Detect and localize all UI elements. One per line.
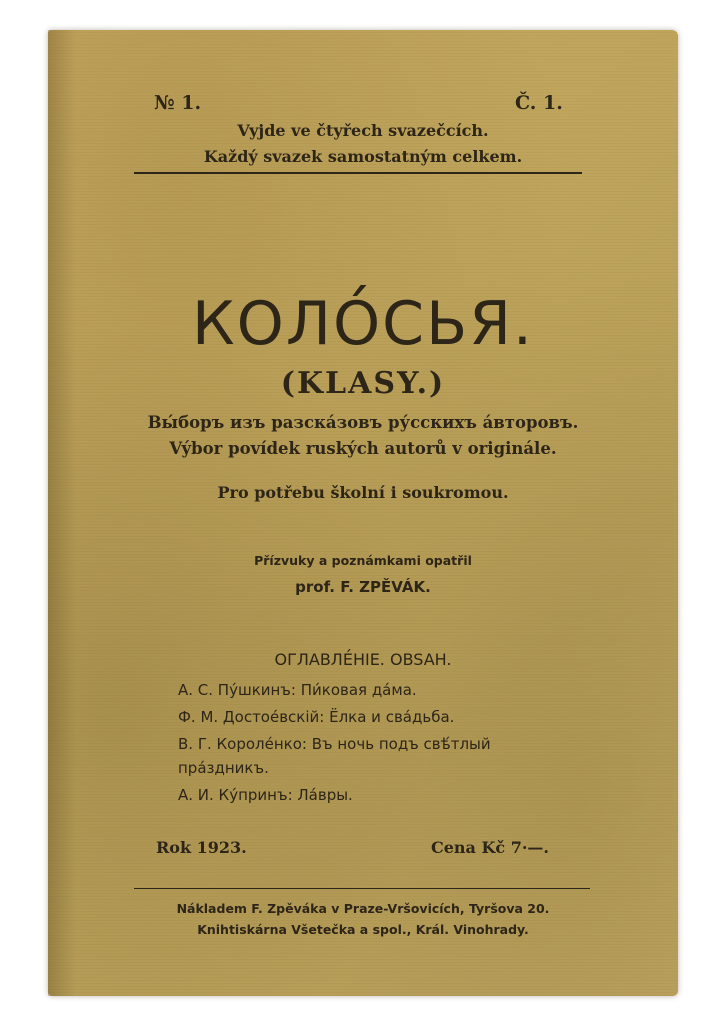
series-note-line-1: Vyjde ve čtyřech svazečcích. xyxy=(237,121,489,140)
bottom-divider xyxy=(134,888,590,889)
publication-year: Rok 1923. xyxy=(156,838,247,857)
contents-item-line: В. Г. Короле́нко: Въ ночь подъ свѣ́тлый xyxy=(178,735,491,753)
contents-item xyxy=(178,732,598,780)
publisher-imprint xyxy=(88,898,638,940)
editor-intro: Přízvuky a poznámkami opatřil xyxy=(254,553,472,568)
series-note xyxy=(128,118,598,170)
imprint-line-1: Nákladem F. Zpěváka v Praze-Vršovicích, Tyršova 20. xyxy=(176,901,550,916)
contents-item-line: пра́здникъ. xyxy=(178,759,269,777)
book-title: КОЛО́СЬЯ. xyxy=(192,289,534,359)
book-description xyxy=(88,410,638,462)
imprint-line-2: Knihtiskárna Všetečka a spol., Král. Vinohrady. xyxy=(197,922,529,937)
volume-number: Č. 1. xyxy=(515,92,563,114)
contents-item: А. С. Пу́шкинъ: Пи́ковая да́ма. xyxy=(178,681,417,699)
contents-item: А. И. Ку́принъ: Ла́вры. xyxy=(178,786,353,804)
book-cover xyxy=(48,30,678,996)
series-note-line-2: Každý svazek samostatným celkem. xyxy=(203,147,523,166)
editor-name: prof. F. ZPĚVÁK. xyxy=(295,578,431,596)
top-divider xyxy=(134,172,582,174)
issue-number: № 1. xyxy=(154,92,202,114)
contents-list xyxy=(178,678,598,810)
purpose-note: Pro potřebu školní i soukromou. xyxy=(217,483,509,502)
book-subtitle: (KLASY.) xyxy=(280,366,446,401)
contents-item: Ф. М. Достое́вскій: Ёлка и сва́дьба. xyxy=(178,708,455,726)
price: Cena Kč 7·—. xyxy=(431,838,549,857)
contents-heading: ОГЛАВЛЕ́НІЕ. OBSAH. xyxy=(274,650,452,669)
description-czech: Výbor povídek ruských autorů v originále. xyxy=(169,439,557,458)
description-russian: Вы́боръ изъ разска́зовъ ру́сскихъ а́второвъ. xyxy=(147,413,579,432)
